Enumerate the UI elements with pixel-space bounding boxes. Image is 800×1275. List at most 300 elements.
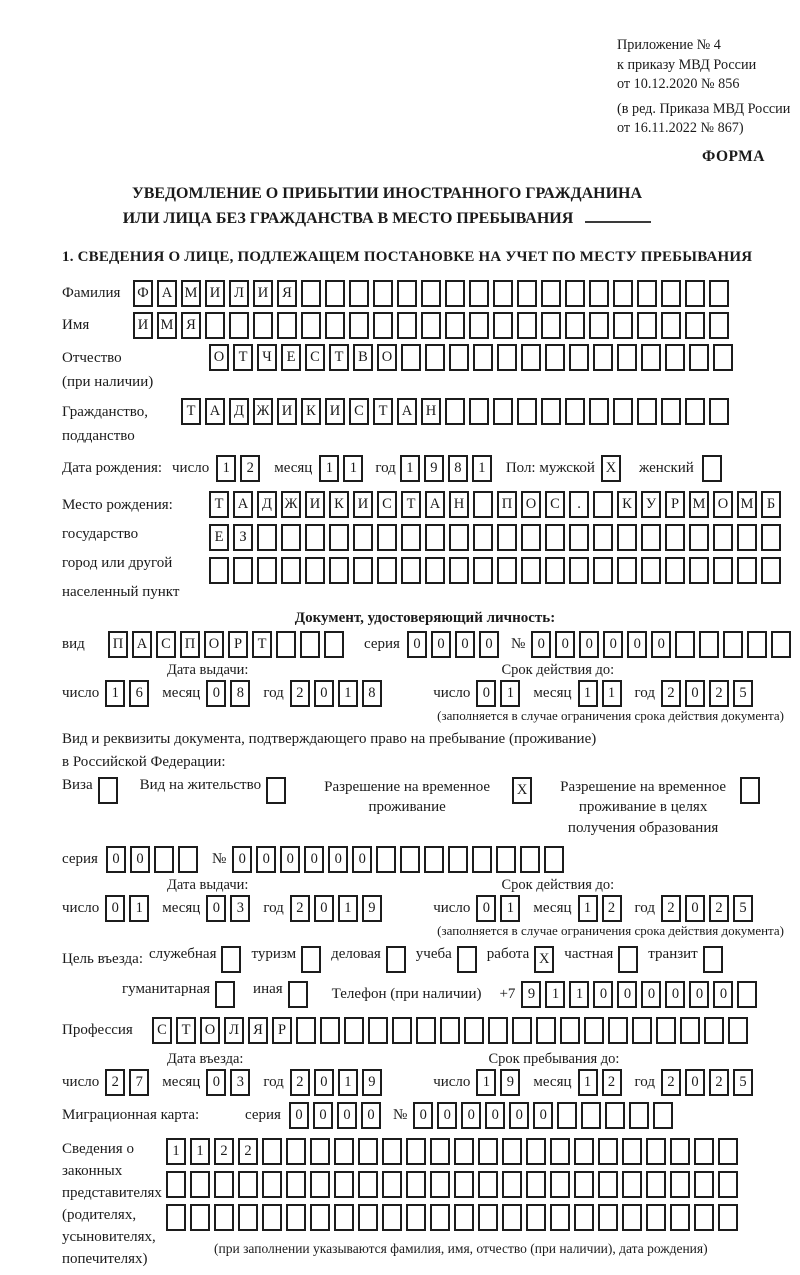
cell[interactable]: 0 — [531, 631, 551, 658]
cell[interactable] — [488, 1017, 508, 1044]
cell[interactable] — [560, 1017, 580, 1044]
cell[interactable] — [646, 1171, 666, 1198]
cell[interactable] — [430, 1138, 450, 1165]
entry-day-boxes[interactable] — [105, 1069, 153, 1096]
doc-number-boxes[interactable] — [531, 631, 795, 658]
cell[interactable] — [286, 1204, 306, 1231]
cell[interactable] — [344, 1017, 364, 1044]
stay-day-boxes[interactable] — [476, 1069, 524, 1096]
cell[interactable] — [473, 344, 493, 371]
cell[interactable] — [257, 557, 277, 584]
cell[interactable]: К — [617, 491, 637, 518]
cell[interactable] — [281, 557, 301, 584]
cell[interactable]: 9 — [362, 1069, 382, 1096]
cell[interactable] — [421, 312, 441, 339]
cell[interactable]: 8 — [230, 680, 250, 707]
cell[interactable]: 0 — [689, 981, 709, 1008]
cell[interactable] — [262, 1204, 282, 1231]
cell[interactable]: 2 — [602, 1069, 622, 1096]
cell[interactable] — [737, 557, 757, 584]
cell[interactable] — [641, 557, 661, 584]
cell[interactable]: 3 — [230, 1069, 250, 1096]
cell[interactable] — [637, 312, 657, 339]
cell[interactable] — [424, 846, 444, 873]
cell[interactable] — [430, 1171, 450, 1198]
cell[interactable] — [445, 312, 465, 339]
purpose-other-checkbox[interactable] — [288, 981, 312, 1008]
cell[interactable] — [353, 557, 373, 584]
cell[interactable] — [334, 1138, 354, 1165]
cell[interactable] — [382, 1171, 402, 1198]
cell[interactable]: А — [205, 398, 225, 425]
cell[interactable] — [209, 557, 229, 584]
cell[interactable]: Ж — [253, 398, 273, 425]
cell[interactable]: 1 — [105, 680, 125, 707]
cell[interactable] — [445, 398, 465, 425]
profession-boxes[interactable] — [152, 1017, 752, 1044]
cell[interactable]: И — [253, 280, 273, 307]
residence-series-boxes[interactable] — [106, 846, 202, 873]
cell[interactable]: 0 — [485, 1102, 505, 1129]
cell[interactable]: X — [534, 946, 554, 973]
cell[interactable] — [310, 1171, 330, 1198]
cell[interactable] — [593, 524, 613, 551]
cell[interactable]: 1 — [578, 895, 598, 922]
cell[interactable]: 3 — [230, 895, 250, 922]
birth-month-boxes[interactable] — [319, 455, 367, 482]
patronymic-boxes[interactable] — [209, 344, 737, 371]
birth-year-boxes[interactable] — [400, 455, 496, 482]
cell[interactable]: И — [205, 280, 225, 307]
cell[interactable] — [502, 1171, 522, 1198]
cell[interactable] — [761, 524, 781, 551]
cell[interactable] — [349, 280, 369, 307]
cell[interactable] — [301, 312, 321, 339]
cell[interactable] — [689, 524, 709, 551]
cell[interactable]: 0 — [314, 895, 334, 922]
cell[interactable] — [397, 280, 417, 307]
cell[interactable] — [641, 344, 661, 371]
cell[interactable] — [376, 846, 396, 873]
cell[interactable] — [425, 524, 445, 551]
purpose-official-checkbox[interactable] — [221, 946, 245, 973]
cell[interactable]: А — [425, 491, 445, 518]
cell[interactable]: С — [377, 491, 397, 518]
cell[interactable] — [493, 280, 513, 307]
cell[interactable]: 0 — [413, 1102, 433, 1129]
cell[interactable] — [406, 1171, 426, 1198]
cell[interactable]: 9 — [521, 981, 541, 1008]
cell[interactable] — [377, 524, 397, 551]
cell[interactable] — [229, 312, 249, 339]
cell[interactable] — [574, 1138, 594, 1165]
cell[interactable] — [320, 1017, 340, 1044]
cell[interactable] — [334, 1171, 354, 1198]
cell[interactable] — [629, 1102, 649, 1129]
purpose-private-checkbox[interactable] — [618, 946, 642, 973]
cell[interactable] — [262, 1171, 282, 1198]
cell[interactable]: 0 — [206, 680, 226, 707]
cell[interactable] — [675, 631, 695, 658]
cell[interactable]: 1 — [500, 895, 520, 922]
cell[interactable]: 0 — [476, 680, 496, 707]
cell[interactable]: 0 — [206, 895, 226, 922]
cell[interactable]: 0 — [455, 631, 475, 658]
doc-issue-day-boxes[interactable] — [105, 680, 153, 707]
cell[interactable] — [190, 1171, 210, 1198]
cell[interactable] — [702, 455, 722, 482]
cell[interactable] — [718, 1171, 738, 1198]
cell[interactable] — [449, 557, 469, 584]
cell[interactable] — [392, 1017, 412, 1044]
cell[interactable]: О — [521, 491, 541, 518]
cell[interactable] — [425, 557, 445, 584]
cell[interactable] — [469, 280, 489, 307]
cell[interactable] — [574, 1171, 594, 1198]
cell[interactable]: Я — [181, 312, 201, 339]
purpose-study-checkbox[interactable] — [457, 946, 481, 973]
cell[interactable] — [569, 557, 589, 584]
cell[interactable] — [771, 631, 791, 658]
cell[interactable] — [469, 312, 489, 339]
cell[interactable] — [589, 398, 609, 425]
cell[interactable] — [473, 557, 493, 584]
cell[interactable]: 0 — [328, 846, 348, 873]
cell[interactable]: 0 — [603, 631, 623, 658]
cell[interactable] — [305, 524, 325, 551]
cell[interactable]: 2 — [602, 895, 622, 922]
cell[interactable] — [406, 1138, 426, 1165]
doc-valid-year-boxes[interactable] — [661, 680, 757, 707]
cell[interactable]: А — [397, 398, 417, 425]
cell[interactable]: 0 — [685, 1069, 705, 1096]
cell[interactable]: М — [157, 312, 177, 339]
cell[interactable]: X — [512, 777, 532, 804]
cell[interactable]: 0 — [105, 895, 125, 922]
cell[interactable] — [737, 524, 757, 551]
cell[interactable]: С — [545, 491, 565, 518]
cell[interactable]: З — [233, 524, 253, 551]
representatives-row2-boxes[interactable] — [166, 1171, 742, 1198]
cell[interactable] — [334, 1204, 354, 1231]
cell[interactable] — [301, 280, 321, 307]
cell[interactable] — [473, 524, 493, 551]
cell[interactable] — [238, 1204, 258, 1231]
cell[interactable]: М — [181, 280, 201, 307]
cell[interactable]: 0 — [617, 981, 637, 1008]
residence-valid-day-boxes[interactable] — [476, 895, 524, 922]
cell[interactable]: Л — [229, 280, 249, 307]
cell[interactable] — [709, 398, 729, 425]
birth-day-boxes[interactable] — [216, 455, 264, 482]
cell[interactable]: 1 — [472, 455, 492, 482]
cell[interactable]: 0 — [509, 1102, 529, 1129]
cell[interactable] — [253, 312, 273, 339]
cell[interactable] — [502, 1138, 522, 1165]
phone-boxes[interactable] — [521, 981, 761, 1008]
cell[interactable]: М — [737, 491, 757, 518]
cell[interactable] — [661, 280, 681, 307]
cell[interactable] — [713, 524, 733, 551]
cell[interactable] — [368, 1017, 388, 1044]
cell[interactable]: Д — [229, 398, 249, 425]
cell[interactable] — [397, 312, 417, 339]
representatives-row3-boxes[interactable] — [166, 1204, 742, 1231]
cell[interactable] — [689, 557, 709, 584]
cell[interactable]: П — [497, 491, 517, 518]
cell[interactable] — [544, 846, 564, 873]
cell[interactable] — [373, 280, 393, 307]
cell[interactable]: 0 — [130, 846, 150, 873]
residence-issue-month-boxes[interactable] — [206, 895, 254, 922]
cell[interactable]: 0 — [314, 1069, 334, 1096]
birthplace-row2-boxes[interactable] — [209, 524, 785, 551]
cell[interactable] — [694, 1204, 714, 1231]
cell[interactable]: Ж — [281, 491, 301, 518]
cell[interactable] — [496, 846, 516, 873]
cell[interactable] — [685, 280, 705, 307]
cell[interactable] — [637, 398, 657, 425]
cell[interactable]: И — [325, 398, 345, 425]
cell[interactable] — [617, 344, 637, 371]
cell[interactable]: 1 — [343, 455, 363, 482]
cell[interactable] — [632, 1017, 652, 1044]
cell[interactable] — [550, 1138, 570, 1165]
cell[interactable] — [589, 312, 609, 339]
cell[interactable]: 1 — [500, 680, 520, 707]
cell[interactable] — [464, 1017, 484, 1044]
cell[interactable] — [325, 280, 345, 307]
cell[interactable] — [401, 557, 421, 584]
cell[interactable] — [521, 557, 541, 584]
cell[interactable] — [214, 1204, 234, 1231]
cell[interactable] — [457, 946, 477, 973]
cell[interactable]: Н — [421, 398, 441, 425]
cell[interactable] — [593, 491, 613, 518]
cell[interactable] — [661, 312, 681, 339]
cell[interactable]: М — [689, 491, 709, 518]
cell[interactable] — [286, 1138, 306, 1165]
cell[interactable]: 0 — [256, 846, 276, 873]
sex-male-checkbox[interactable] — [601, 455, 625, 482]
cell[interactable] — [166, 1171, 186, 1198]
cell[interactable]: Р — [665, 491, 685, 518]
cell[interactable] — [622, 1138, 642, 1165]
cell[interactable]: . — [569, 491, 589, 518]
cell[interactable] — [646, 1204, 666, 1231]
cell[interactable]: У — [641, 491, 661, 518]
cell[interactable] — [448, 846, 468, 873]
cell[interactable]: 2 — [240, 455, 260, 482]
cell[interactable] — [665, 524, 685, 551]
cell[interactable] — [665, 557, 685, 584]
cell[interactable] — [665, 344, 685, 371]
cell[interactable] — [358, 1204, 378, 1231]
cell[interactable]: А — [132, 631, 152, 658]
cell[interactable] — [445, 280, 465, 307]
cell[interactable] — [497, 344, 517, 371]
cell[interactable] — [709, 312, 729, 339]
cell[interactable]: Е — [209, 524, 229, 551]
cell[interactable] — [581, 1102, 601, 1129]
cell[interactable]: 0 — [579, 631, 599, 658]
stay-year-boxes[interactable] — [661, 1069, 757, 1096]
cell[interactable] — [454, 1171, 474, 1198]
cell[interactable]: 1 — [129, 895, 149, 922]
sex-female-checkbox[interactable] — [702, 455, 726, 482]
cell[interactable] — [358, 1171, 378, 1198]
cell[interactable]: 0 — [641, 981, 661, 1008]
cell[interactable]: 1 — [319, 455, 339, 482]
cell[interactable] — [454, 1138, 474, 1165]
cell[interactable] — [694, 1138, 714, 1165]
cell[interactable] — [286, 1171, 306, 1198]
cell[interactable]: Ф — [133, 280, 153, 307]
cell[interactable] — [617, 524, 637, 551]
cell[interactable] — [472, 846, 492, 873]
cell[interactable] — [598, 1204, 618, 1231]
cell[interactable] — [190, 1204, 210, 1231]
cell[interactable] — [349, 312, 369, 339]
cell[interactable] — [737, 981, 757, 1008]
cell[interactable] — [608, 1017, 628, 1044]
cell[interactable]: 0 — [280, 846, 300, 873]
cell[interactable] — [747, 631, 767, 658]
cell[interactable]: Т — [373, 398, 393, 425]
cell[interactable]: 0 — [352, 846, 372, 873]
cell[interactable]: 2 — [661, 680, 681, 707]
cell[interactable]: Т — [209, 491, 229, 518]
cell[interactable] — [526, 1171, 546, 1198]
cell[interactable]: С — [305, 344, 325, 371]
cell[interactable]: Б — [761, 491, 781, 518]
birthplace-row3-boxes[interactable] — [209, 557, 785, 584]
cell[interactable] — [622, 1204, 642, 1231]
cell[interactable]: 0 — [665, 981, 685, 1008]
cell[interactable] — [277, 312, 297, 339]
cell[interactable] — [589, 280, 609, 307]
cell[interactable]: И — [305, 491, 325, 518]
cell[interactable]: 0 — [713, 981, 733, 1008]
cell[interactable]: 2 — [709, 895, 729, 922]
cell[interactable]: 5 — [733, 1069, 753, 1096]
cell[interactable] — [713, 557, 733, 584]
cell[interactable] — [618, 946, 638, 973]
cell[interactable]: 0 — [361, 1102, 381, 1129]
cell[interactable] — [656, 1017, 676, 1044]
cell[interactable]: Е — [281, 344, 301, 371]
cell[interactable]: 1 — [338, 895, 358, 922]
cell[interactable] — [617, 557, 637, 584]
cell[interactable]: Р — [228, 631, 248, 658]
migcard-number-boxes[interactable] — [413, 1102, 677, 1129]
cell[interactable] — [661, 398, 681, 425]
cell[interactable]: 0 — [304, 846, 324, 873]
cell[interactable] — [541, 312, 561, 339]
cell[interactable]: 0 — [476, 895, 496, 922]
option-residence-permit-checkbox[interactable] — [266, 777, 290, 804]
cell[interactable] — [166, 1204, 186, 1231]
cell[interactable] — [584, 1017, 604, 1044]
cell[interactable]: 1 — [578, 680, 598, 707]
cell[interactable]: 2 — [105, 1069, 125, 1096]
cell[interactable]: 0 — [593, 981, 613, 1008]
cell[interactable]: О — [713, 491, 733, 518]
cell[interactable] — [301, 946, 321, 973]
birthplace-row1-boxes[interactable] — [209, 491, 785, 518]
cell[interactable] — [358, 1138, 378, 1165]
cell[interactable]: 0 — [437, 1102, 457, 1129]
cell[interactable] — [478, 1138, 498, 1165]
cell[interactable] — [449, 524, 469, 551]
purpose-humanitarian-checkbox[interactable] — [215, 981, 239, 1008]
cell[interactable] — [449, 344, 469, 371]
cell[interactable]: П — [180, 631, 200, 658]
cell[interactable]: 0 — [431, 631, 451, 658]
cell[interactable] — [713, 344, 733, 371]
cell[interactable]: 8 — [362, 680, 382, 707]
cell[interactable]: Н — [449, 491, 469, 518]
cell[interactable] — [545, 524, 565, 551]
cell[interactable] — [680, 1017, 700, 1044]
option-visa-checkbox[interactable] — [98, 777, 122, 804]
cell[interactable] — [257, 524, 277, 551]
cell[interactable]: 2 — [290, 1069, 310, 1096]
cell[interactable] — [310, 1138, 330, 1165]
cell[interactable] — [406, 1204, 426, 1231]
cell[interactable] — [214, 1171, 234, 1198]
cell[interactable]: 0 — [106, 846, 126, 873]
cell[interactable] — [670, 1138, 690, 1165]
representatives-row1-boxes[interactable] — [166, 1138, 742, 1165]
cell[interactable] — [670, 1171, 690, 1198]
cell[interactable]: 1 — [569, 981, 589, 1008]
cell[interactable]: 1 — [578, 1069, 598, 1096]
cell[interactable] — [454, 1204, 474, 1231]
residence-issue-year-boxes[interactable] — [290, 895, 386, 922]
cell[interactable]: 0 — [206, 1069, 226, 1096]
cell[interactable] — [557, 1102, 577, 1129]
cell[interactable]: 1 — [338, 1069, 358, 1096]
cell[interactable] — [497, 557, 517, 584]
cell[interactable] — [545, 557, 565, 584]
cell[interactable]: 2 — [214, 1138, 234, 1165]
cell[interactable] — [536, 1017, 556, 1044]
citizenship-boxes[interactable] — [181, 398, 733, 425]
cell[interactable]: 9 — [362, 895, 382, 922]
cell[interactable] — [512, 1017, 532, 1044]
cell[interactable]: 1 — [166, 1138, 186, 1165]
cell[interactable]: 1 — [338, 680, 358, 707]
cell[interactable]: В — [353, 344, 373, 371]
cell[interactable] — [728, 1017, 748, 1044]
cell[interactable]: 2 — [709, 680, 729, 707]
cell[interactable] — [98, 777, 118, 804]
cell[interactable] — [238, 1171, 258, 1198]
cell[interactable]: 1 — [476, 1069, 496, 1096]
cell[interactable] — [300, 631, 320, 658]
cell[interactable]: 6 — [129, 680, 149, 707]
cell[interactable] — [154, 846, 174, 873]
cell[interactable] — [373, 312, 393, 339]
cell[interactable] — [401, 344, 421, 371]
cell[interactable] — [400, 846, 420, 873]
cell[interactable] — [569, 524, 589, 551]
cell[interactable] — [694, 1171, 714, 1198]
cell[interactable] — [574, 1204, 594, 1231]
cell[interactable]: Я — [248, 1017, 268, 1044]
doc-valid-month-boxes[interactable] — [578, 680, 626, 707]
